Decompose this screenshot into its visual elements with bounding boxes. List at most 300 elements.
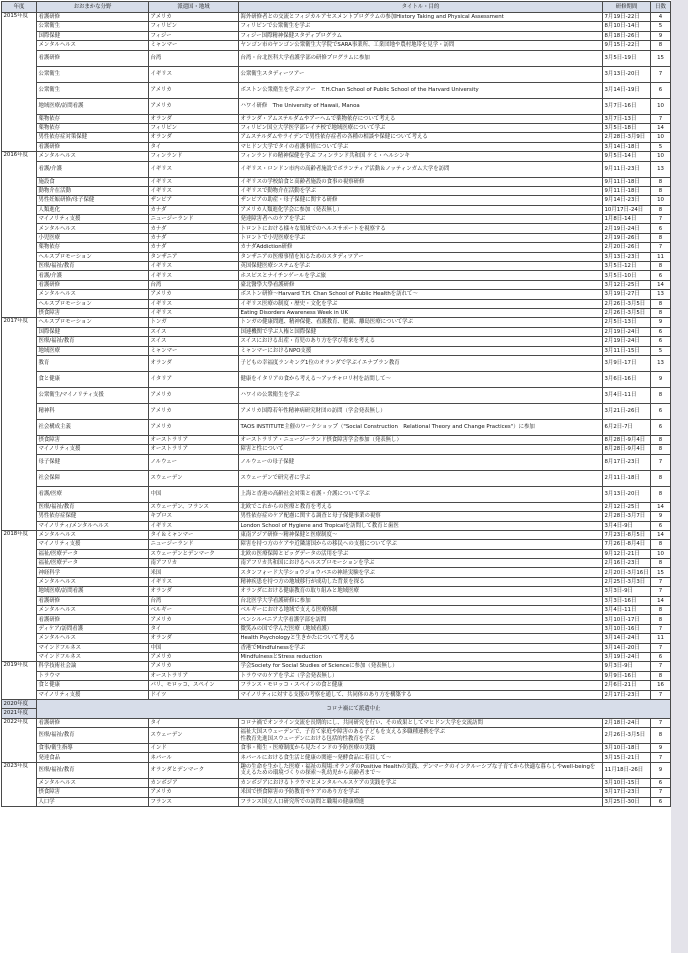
period-cell: 3月14日-20日 (603, 643, 651, 652)
period-cell: 3月4日-9日 (603, 521, 651, 530)
table-row (2, 133, 671, 142)
field-cell: マインドフルネス (37, 643, 149, 652)
days-cell: 9 (651, 31, 671, 40)
field-cell: メンタルヘルス (37, 41, 149, 50)
table-row (2, 123, 671, 132)
title-cell: TAOS INSTITUTE主催のワークショップ（"Social Construction Relational Theory and Change Practices"）に参加 (239, 419, 603, 435)
country-cell: イギリス (149, 271, 239, 280)
year-cell: 2022年度 (2, 718, 37, 762)
period-cell: 2月19日-24日 (603, 337, 651, 346)
title-cell: イギリス・ロンドン市内の高齢者施設でボランティア活動＆ノッティンガム大学を訪問 (239, 161, 603, 177)
country-cell: アメリカ (149, 662, 239, 671)
period-cell: 3月10日-16日 (603, 624, 651, 633)
days-cell: 7 (651, 114, 671, 123)
period-cell: 3月5日-18日 (603, 123, 651, 132)
days-cell: 7 (651, 662, 671, 671)
field-cell: 食と健康 (37, 681, 149, 690)
field-cell: 看護研修 (37, 50, 149, 66)
days-cell: 9 (651, 744, 671, 753)
period-cell: 3月13日-23日 (603, 252, 651, 261)
days-cell: 14 (651, 596, 671, 605)
table-row (2, 587, 671, 596)
table-row (2, 161, 671, 177)
title-cell: ネパールにおける食生活と健康の関連～発酵食品に着目して～ (239, 753, 603, 762)
period-cell: 9月3日-9日 (603, 662, 651, 671)
days-cell: 6 (651, 327, 671, 336)
country-cell: タイ (149, 718, 239, 727)
country-cell: ザンビア (149, 196, 239, 205)
table-row (2, 419, 671, 435)
period-cell: 3月9日-17日 (603, 355, 651, 371)
country-cell: ネパール (149, 753, 239, 762)
days-cell: 7 (651, 624, 671, 633)
days-cell: 14 (651, 530, 671, 539)
period-cell: 2月20日-3月16日 (604, 569, 649, 576)
table-row (2, 280, 671, 289)
title-cell: 福祉大国スウェーデンで、子育て家庭や障害のある子どもを支える多職種連携を学ぶ 性教育先進国スウェーデンにおける包括的性教育を学ぶ (239, 728, 603, 744)
field-cell: 看護研修 (37, 280, 149, 289)
days-cell: 8 (651, 615, 671, 624)
period-cell: 2月19日-24日 (603, 224, 651, 233)
period-cell: 3月14日-24日 (603, 634, 651, 643)
days-cell: 10 (651, 549, 671, 558)
field-cell: 神経科学 (37, 568, 149, 577)
country-cell: カナダ (149, 243, 239, 252)
days-cell: 5 (651, 346, 671, 355)
days-cell: 8 (651, 606, 671, 615)
period-cell: 3月5日-19日 (603, 50, 651, 66)
header-country: 派遣国・地域 (149, 2, 239, 13)
field-cell: 看護研修 (37, 718, 149, 727)
field-cell: 国際保健 (37, 31, 149, 40)
country-cell: ニュージーランド (149, 540, 239, 549)
table-row (2, 152, 671, 161)
table-row (2, 540, 671, 549)
days-cell: 8 (651, 177, 671, 186)
year-cell: 2020年度 (2, 699, 37, 708)
period-cell: 8月18日-26日 (603, 31, 651, 40)
table-row (2, 224, 671, 233)
period-cell: 9月11日-18日 (603, 177, 651, 186)
country-cell: アメリカ (149, 98, 239, 114)
title-cell: 北欧の医療保障とビッグデータの活用を学ぶ (239, 549, 603, 558)
country-cell: カナダ (149, 205, 239, 214)
title-cell: フィリピンで公衆衛生を学ぶ (239, 22, 603, 31)
title-cell: 海外研修者との交流とフィジカルアセスメントプログラムの参加History Taking and Physical Assessment (239, 13, 603, 22)
period-cell: 3月3日-9日 (603, 587, 651, 596)
country-cell: フィリピン (149, 123, 239, 132)
period-cell: 8月10日-14日 (603, 22, 651, 31)
title-cell: トロントで小児医療を学ぶ (239, 233, 603, 242)
period-cell: 11月18日-26日 (603, 762, 651, 778)
country-cell: カナダ (149, 233, 239, 242)
title-cell: スタンフォード大学ショウジョウバエの神経実験を学ぶ (239, 568, 603, 577)
field-cell: 母子保健 (37, 454, 149, 470)
country-cell: イギリス (149, 521, 239, 530)
country-cell: スイス (149, 327, 239, 336)
table-row (2, 290, 671, 299)
vertical-scrollbar[interactable] (671, 0, 688, 953)
country-cell: ドイツ (149, 690, 239, 699)
days-cell: 10 (651, 196, 671, 205)
table-row (2, 530, 671, 539)
days-cell: 8 (651, 671, 671, 680)
title-cell: 食事・衛生・医療制度から見たインドの予防医療の実践 (239, 744, 603, 753)
days-cell: 7 (651, 243, 671, 252)
title-cell: カナダAddiction研修 (239, 243, 603, 252)
period-cell: 3月10日-15日 (603, 778, 651, 787)
days-cell: 10 (651, 133, 671, 142)
period-cell: 3月15日-21日 (603, 753, 651, 762)
title-cell: 北欧でこれからの医療と教育を考える (239, 502, 603, 511)
field-cell: トラウマ (37, 671, 149, 680)
field-cell: ディケア/訪問看護 (37, 624, 149, 633)
title-cell: トラウマのケアを学ぶ（学会発表無し） (239, 671, 603, 680)
period-cell: 3月5日-12日 (603, 262, 651, 271)
field-cell: 福祉/医療データ (37, 559, 149, 568)
year-cell: 2019年度 (2, 662, 37, 700)
title-cell: マヒドン大学でタイの看護事情について学ぶ (239, 142, 603, 151)
field-cell: メンタルヘルス (37, 290, 149, 299)
field-cell: 医療/福祉/教育 (37, 762, 149, 778)
table-row (2, 577, 671, 586)
field-cell: 摂食障害 (37, 435, 149, 444)
field-cell: マイノリティ/メンタルヘルス (37, 521, 149, 530)
title-cell: London School of Hygiene and Tropicalを訪問して教育と歯医 (239, 521, 603, 530)
days-cell: 8 (651, 728, 671, 744)
covid-message: コロナ禍にて派遣中止 (37, 699, 671, 718)
days-cell: 8 (651, 41, 671, 50)
country-cell: キプロス (149, 512, 239, 521)
title-cell: 台湾・台北医科大学看護学部の研修プログラムに参加 (239, 50, 603, 66)
covid-section (2, 699, 671, 718)
period-cell: 3月14日-19日 (603, 82, 651, 98)
table-row (2, 744, 671, 753)
country-cell: ベルギー (149, 606, 239, 615)
field-cell: 看護研修 (37, 142, 149, 151)
field-cell: 公衆衛生 (37, 66, 149, 82)
field-cell: 食事/衛生指導 (37, 744, 149, 753)
country-cell: スウェーデン (149, 470, 239, 486)
field-cell: 看護研修 (37, 596, 149, 605)
days-cell: 7 (651, 788, 671, 797)
period-cell: 2月26日-3月5日 (603, 728, 651, 744)
field-cell: 福祉/医療データ (37, 549, 149, 558)
title-cell: 臺北醫學大學看護研修 (239, 280, 603, 289)
title-cell: フランス国立人口研究所での訪問と職場の健康増進 (239, 797, 603, 806)
country-cell: イタリア (149, 371, 239, 387)
period-cell: 3月10日-18日 (603, 744, 651, 753)
field-cell: 地域医療 (37, 346, 149, 355)
period-cell: 2月28日-3月7日 (603, 512, 651, 521)
field-cell: 看護/介護 (37, 161, 149, 177)
period-cell: 9月14日-23日 (603, 196, 651, 205)
table-row (2, 82, 671, 98)
field-cell: 摂食障害 (37, 308, 149, 317)
country-cell: イギリス (149, 177, 239, 186)
field-cell: 精神科 (37, 403, 149, 419)
period-cell: 3月7日-13日 (603, 114, 651, 123)
country-cell: ニュージーランド (149, 215, 239, 224)
table-row (2, 559, 671, 568)
period-cell: 3月11日-15日 (603, 346, 651, 355)
title-cell: 公衆衛生スタディーツアー (239, 66, 603, 82)
period-cell: 7月23日-8月5日 (603, 530, 651, 539)
title-cell: フィリピン国立大学医学部レイテ校で地域医療について学ぶ (239, 123, 603, 132)
period-cell: 3月6日-16日 (603, 371, 651, 387)
table-row (2, 445, 671, 454)
country-cell: ミャンマー (149, 346, 239, 355)
days-cell: 10 (651, 98, 671, 114)
header-days: 日数 (651, 2, 671, 13)
table-row (2, 671, 671, 680)
period-cell: 3月4日-11日 (603, 606, 651, 615)
days-cell: 5 (651, 22, 671, 31)
field-cell: メンタルヘルス (37, 577, 149, 586)
title-cell: MindfulnessとStress reduction (239, 652, 603, 661)
period-cell: 2月19日-24日 (603, 327, 651, 336)
title-cell: 東南アジア研修～精神保健と医療制度～ (239, 530, 603, 539)
field-cell: 地域医療/訪問看護 (37, 98, 149, 114)
field-cell: ヘルスプロモーション (37, 318, 149, 327)
table-row (2, 502, 671, 511)
field-cell: 薬物依存 (37, 243, 149, 252)
days-cell: 6 (651, 337, 671, 346)
period-cell: 1月8日-14日 (603, 215, 651, 224)
country-cell: スウェーデンとデンマーク (149, 549, 239, 558)
title-cell: イギリス医療の制度・歴史・文化を学ぶ (239, 299, 603, 308)
period-cell: 3月4日-11日 (603, 387, 651, 403)
title-cell: ボストン公衆衛生を学ぶツアー T.H.Chan School of Public School of the Harvard University (239, 82, 603, 98)
field-cell: メンタルヘルス (37, 224, 149, 233)
period-cell: 3月3日-16日 (603, 596, 651, 605)
title-cell: 精神疾患を持つ方の地域移行が成功した背景を探る (239, 577, 603, 586)
country-cell: 米国 (149, 568, 239, 577)
field-cell: 看護/介護 (37, 271, 149, 280)
title-cell: 学会Society for Social Studies of Scienceに参加（発表無し） (239, 662, 603, 671)
table-row (2, 196, 671, 205)
country-cell: イギリス (149, 262, 239, 271)
table-row (2, 753, 671, 762)
table-row (2, 215, 671, 224)
days-cell: 11 (651, 252, 671, 261)
title-cell: ペンシルバニア大学看護学部を訪問 (239, 615, 603, 624)
country-cell: オランダ (149, 634, 239, 643)
period-cell: 2月16日-23日 (603, 559, 651, 568)
title-cell: カンボジアにおけるトラウマとメンタルヘルスケアの実践を学ぶ (239, 778, 603, 787)
days-cell: 9 (651, 512, 671, 521)
days-cell: 13 (651, 290, 671, 299)
days-cell: 8 (651, 445, 671, 454)
country-cell: インド (149, 744, 239, 753)
period-cell: 2月18日-24日 (603, 718, 651, 727)
country-cell: アメリカ (149, 419, 239, 435)
field-cell: 施設食 (37, 177, 149, 186)
field-cell: 動物介在活動 (37, 186, 149, 195)
field-cell: 男性依存症保健 (37, 512, 149, 521)
table-row (2, 606, 671, 615)
days-cell: 6 (651, 778, 671, 787)
period-cell: 2月17日-23日 (603, 690, 651, 699)
days-cell: 14 (651, 123, 671, 132)
country-cell: アメリカ (149, 403, 239, 419)
title-cell: スイスにおける出産・育児のあり方を学び将来を考える (239, 337, 603, 346)
days-cell: 6 (651, 797, 671, 806)
period-cell: 2月26日-3月5日 (603, 308, 651, 317)
country-cell: フィジー (149, 31, 239, 40)
year-cell: 2015年度 (2, 13, 37, 152)
field-cell: メンタルヘルス (37, 778, 149, 787)
field-cell: マイノリティ支援 (37, 540, 149, 549)
country-cell: 中国 (149, 486, 239, 502)
table-row (2, 186, 671, 195)
country-cell: トンガ (149, 318, 239, 327)
table-row (2, 252, 671, 261)
period-cell: 9月5日-14日 (603, 152, 651, 161)
title-cell: イギリスの学校給食と高齢者施設の食事の視察研修 (239, 177, 603, 186)
table-row (2, 662, 671, 671)
days-cell: 9 (651, 762, 671, 778)
days-cell: 6 (651, 419, 671, 435)
country-cell: タイ (149, 142, 239, 151)
country-cell: イギリス (149, 66, 239, 82)
days-cell: 8 (651, 435, 671, 444)
country-cell: オランダ (149, 114, 239, 123)
title-cell: タンザニアの医療事情を知るためのスタディツアー (239, 252, 603, 261)
country-cell: イギリス (149, 308, 239, 317)
period-cell: 9月9日-16日 (603, 671, 651, 680)
field-cell: 看護/医療 (37, 486, 149, 502)
country-cell: フィンランド (149, 152, 239, 161)
table-row (2, 435, 671, 444)
title-cell: ハワイ研修 The University of Hawaii, Manoa (239, 98, 603, 114)
table-row (2, 114, 671, 123)
title-cell: 発達障害者へのケアを学ぶ (239, 215, 603, 224)
days-cell: 6 (651, 271, 671, 280)
days-cell: 9 (651, 318, 671, 327)
table-row (2, 98, 671, 114)
field-cell: マイノリティ支援 (37, 215, 149, 224)
title-cell: オーストラリア・ニュージーランド摂食障害学会参加（発表無し） (239, 435, 603, 444)
title-cell: ノルウェーの母子保健 (239, 454, 603, 470)
field-cell: 発達食品 (37, 753, 149, 762)
title-cell: アメリカ国際若年性精神病研究財団の訪問（学会発表無し） (239, 403, 603, 419)
table-row (2, 205, 671, 214)
period-cell: 3月21日-26日 (603, 403, 651, 419)
table-row (2, 596, 671, 605)
days-cell: 6 (651, 652, 671, 661)
period-cell: 9月12日-21日 (603, 549, 651, 558)
table-row (2, 718, 671, 727)
field-cell: 摂食障害 (37, 788, 149, 797)
title-cell: 南アフリカ共和国におけるヘルスプロモーションを学ぶ (239, 559, 603, 568)
table-row (2, 403, 671, 419)
table-row (2, 271, 671, 280)
days-cell: 8 (651, 299, 671, 308)
country-cell: オランダ (149, 355, 239, 371)
table-row (2, 788, 671, 797)
country-cell: パリ、モロッコ、スペイン (149, 681, 239, 690)
table-row (2, 299, 671, 308)
title-cell: ミャンマーにおけるNPO支援 (239, 346, 603, 355)
days-cell: 6 (651, 82, 671, 98)
days-cell: 7 (651, 66, 671, 82)
title-cell: フィジー国際精神保健スタディプログラム (239, 31, 603, 40)
country-cell: 台湾 (149, 50, 239, 66)
field-cell: 薬物依存 (37, 114, 149, 123)
year-cell: 2018年度 (2, 530, 37, 661)
table-row (2, 486, 671, 502)
country-cell: スウェーデン (149, 728, 239, 744)
days-cell: 7 (651, 577, 671, 586)
table-row (2, 308, 671, 317)
country-cell: アメリカ (149, 290, 239, 299)
days-cell: 15 (651, 568, 671, 577)
country-cell: イギリス (149, 186, 239, 195)
title-cell: 微笑みの国で学んだ医療（地域看護） (239, 624, 603, 633)
table-row (2, 797, 671, 806)
days-cell: 8 (651, 205, 671, 214)
title-cell: ボストン研修～Harvard T.H. Chan School of Public Healthを訪れて～ (239, 290, 603, 299)
table-body-after (2, 718, 671, 806)
field-cell: マインドフルネス (37, 652, 149, 661)
covid-row (2, 699, 671, 708)
field-cell: 医療/福祉/教育 (37, 502, 149, 511)
period-cell: 2月26日-3月5日 (603, 299, 651, 308)
title-cell: ホスピスとナイチンゲールを学ぶ旅 (239, 271, 603, 280)
period-cell: 9月11日-23日 (603, 161, 651, 177)
field-cell: マイノリティ支援 (37, 690, 149, 699)
period-cell: 2月6日-21日 (603, 681, 651, 690)
period-cell: 2月12日-25日 (603, 502, 651, 511)
period-cell: 6月2日-7日 (603, 419, 651, 435)
country-cell: イギリス (149, 299, 239, 308)
title-cell: トロントにおける様々な領域でのヘルスサポートを視察する (239, 224, 603, 233)
field-cell: メンタルヘルス (37, 530, 149, 539)
title-cell: 国連機関で学ぶ人権と国際保健 (239, 327, 603, 336)
field-cell: 教育 (37, 355, 149, 371)
days-cell: 7 (651, 718, 671, 727)
days-cell: 8 (651, 308, 671, 317)
title-cell: 香港でMindfulnessを学ぶ (239, 643, 603, 652)
period-cell: 7月26日-8月4日 (603, 540, 651, 549)
country-cell: フィリピン (149, 22, 239, 31)
days-cell: 7 (651, 215, 671, 224)
country-cell: オーストラリア (149, 445, 239, 454)
country-cell: カンボジア (149, 778, 239, 787)
country-cell: オランダとデンマーク (149, 762, 239, 778)
days-cell: 15 (651, 50, 671, 66)
period-cell: 2月25日-3月3日 (603, 577, 651, 586)
days-cell: 7 (651, 454, 671, 470)
days-cell: 6 (651, 224, 671, 233)
country-cell: オーストラリア (149, 671, 239, 680)
period-cell: 3月19日-24日 (603, 652, 651, 661)
table-row (2, 337, 671, 346)
table-row (2, 615, 671, 624)
days-cell: 8 (651, 233, 671, 242)
field-cell: 医療/福祉/教育 (37, 728, 149, 744)
year-cell: 2016年度 (2, 152, 37, 318)
title-cell: 上海と香港の高齢社会対策と看護・介護について学ぶ (239, 486, 603, 502)
period-cell: 3月25日-30日 (603, 797, 651, 806)
days-cell: 8 (651, 387, 671, 403)
field-cell: 小児医療 (37, 233, 149, 242)
country-cell: アメリカ (149, 13, 239, 22)
title-cell: Health Psychologyと生きかたについて考える (239, 634, 603, 643)
header-period: 研修期間 (603, 2, 651, 13)
period-cell: 2月28日-3月9日 (603, 133, 651, 142)
